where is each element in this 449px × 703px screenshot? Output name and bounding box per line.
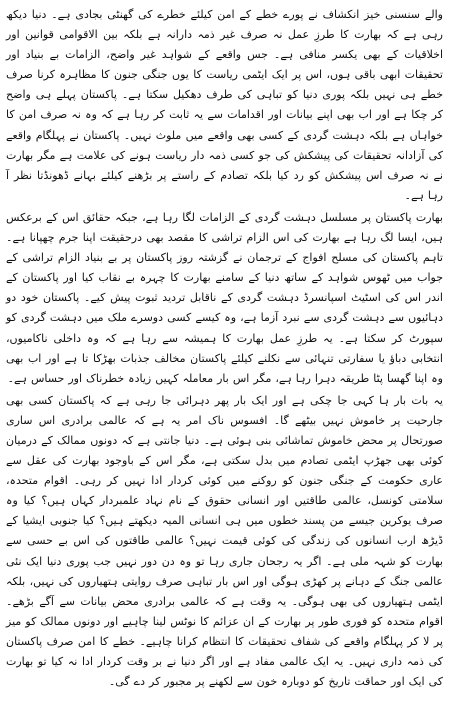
paragraph-1: والے سنسنی خیز انکشاف نے پورے خطے کے امن کیلئے خطرے کی گھنٹی بجادی ہے۔ دنیا دیکھ رہی ہے کہ بھارت کا طرزِ عمل نہ صرف غیر ذمہ دارانہ ہے بلکہ بین الاقوامی قوانین اور اخلاقیات کے بھی یکسر منافی ہے۔ جس واقعے کے شواہد غیر واضح، الزامات بے بنیاد اور تحقیقات ابھی باقی ہوں، اس پر ایک ایٹمی ریاست کا یوں جنگی جنون کا مظاہرہ کرنا صرف خطے ہی نہیں بلکہ پوری دنیا کو تباہی کی طرف دھکیل سکتا ہے۔ پاکستان پہلے ہی واضح کر چکا ہے اور اب بھی اپنے بیانات اور اقدامات سے یہ ثابت کر رہا ہے کہ وہ نہ صرف امن کا خواہاں ہے بلکہ دہشت گردی کے کسی بھی واقعے میں ملوث نہیں۔ پاکستان نے پہلگام واقعے کی آزادانہ تحقیقات کی پیشکش کی جو کسی ذمہ دار ریاست ہونے کی علامت ہے مگر بھارت نے نہ صرف اس پیشکش کو رد کیا بلکہ تصادم کے راستے پر بڑھنے کیلئے بہانے ڈھونڈتا نظر آ رہا ہے۔ bbox=[6, 8, 443, 202]
paragraph-3: یہ بات بار ہا کہی جا چکی ہے اور ایک بار پھر دہرائی جا رہی ہے کہ پاکستان کسی بھی جارحیت پر خاموش نہیں بیٹھے گا۔ افسوس ناک امر یہ ہے کہ عالمی برادری اس ساری صورتحال پر محض خاموش تماشائی بنی ہوئی ہے۔ دنیا جانتی ہے کہ دونوں ممالک کے درمیان کوئی بھی جھڑپ ایٹمی تصادم میں بدل سکتی ہے، مگر اس کے باوجود بھارت کی عقل سے عاری حکومت کے جنگی جنون کو روکنے میں کوئی کردار ادا نہیں کر رہی۔ اقوام متحدہ، سلامتی کونسل، عالمی طاقتیں اور انسانی حقوق کے نام نہاد علمبردار کہاں ہیں؟ کیا وہ صرف یوکرین جیسے من پسند خطوں میں ہی انسانی المیہ دیکھتے ہیں؟ کیا جنوبی ایشیا کے ڈیڑھ ارب انسانوں کی زندگی کی کوئی قیمت نہیں؟ عالمی طاقتوں کی اس بے حسی سے بھارت کو شہہ ملی ہے۔ اگر یہ رجحان جاری رہا تو وہ دن دور نہیں جب پوری دنیا ایک نئی عالمی جنگ کے دہانے پر کھڑی ہوگی اور اس بار تباہی صرف روایتی ہتھیاروں کی نہیں، بلکہ ایٹمی ہتھیاروں کی بھی ہوگی۔ یہ وقت ہے کہ عالمی برادری محض بیانات سے آگے بڑھے۔ اقوام متحدہ کو فوری طور پر بھارت کے ان عزائم کا نوٹس لینا چاہیے اور دونوں ممالک کو میز پر لا کر پہلگام واقعے کی شفاف تحقیقات کا انتظام کرانا چاہیے۔ خطے کا امن صرف پاکستان کی ذمہ داری نہیں۔ یہ ایک عالمی مفاد ہے اور اگر دنیا نے بر وقت کردار ادا نہ کیا تو بھارت کی ایک اور حماقت تاریخ کو دوبارہ خون سے لکھنے پر مجبور کر دے گی۔ bbox=[6, 393, 443, 689]
paragraph-2: بھارت پاکستان پر مسلسل دہشت گردی کے الزامات لگا رہا ہے، جبکہ حقائق اس کے برعکس ہیں، ایسا لگ رہا ہے بھارت کی اس الزام تراشی کا مقصد بھی درحقیقت اپنا جرم چھپانا ہے۔ تاہم پاکستان کی مسلح افواج کے ترجمان نے گزشتہ روز پاکستان پر بے بنیاد الزام تراشی کے جواب میں ٹھوس شواہد کے ساتھ دنیا کے سامنے بھارت کا چہرہ بے نقاب کیا اور پاکستان کے اندر اس کی اسٹیٹ اسپانسرڈ دہشت گردی کے ناقابل تردید ثبوت پیش کیے۔ پاکستان خود دو دہائیوں سے دہشت گردی سے نبرد آزما ہے، وہ کیسے کسی دوسرے ملک میں دہشت گردی کو سپورٹ کر سکتا ہے۔ یہ طرزِ عمل بھارت کا ہمیشہ سے رہا ہے کہ وہ داخلی ناکامیوں، انتخابی دباؤ یا سفارتی تنہائی سے نکلنے کیلئے پاکستان مخالف جذبات بھڑکا تا ہے اور اب بھی وہ اپنا گھسا پٹا طریقہ دہرا رہا ہے، مگر اس بار معاملہ کہیں زیادہ خطرناک اور حساس ہے۔ bbox=[6, 210, 443, 385]
